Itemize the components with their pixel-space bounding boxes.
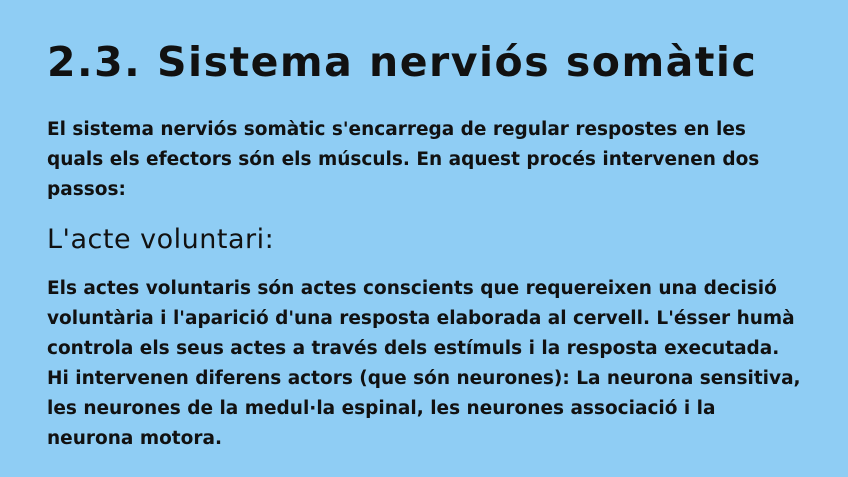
section-subheading: L'acte voluntari:: [47, 224, 275, 255]
slide-title: 2.3. Sistema nerviós somàtic: [47, 38, 758, 86]
body-paragraph: Els actes voluntaris són actes conscients que requereixen una decisió voluntària i l'aparició d'una resposta elaborada al cervell. L'ésser humà controla els seus actes a través dels estímuls i la resposta executada. Hi intervenen diferens actors (que són neurones): La neurona sensitiva, les neurones de la medul·la espinal, les neurones associació i la neurona motora.: [47, 278, 801, 449]
intro-paragraph: El sistema nerviós somàtic s'encarrega de regular respostes en les quals els efectors són els músculs. En aquest procés intervenen dos passos:: [47, 119, 760, 200]
